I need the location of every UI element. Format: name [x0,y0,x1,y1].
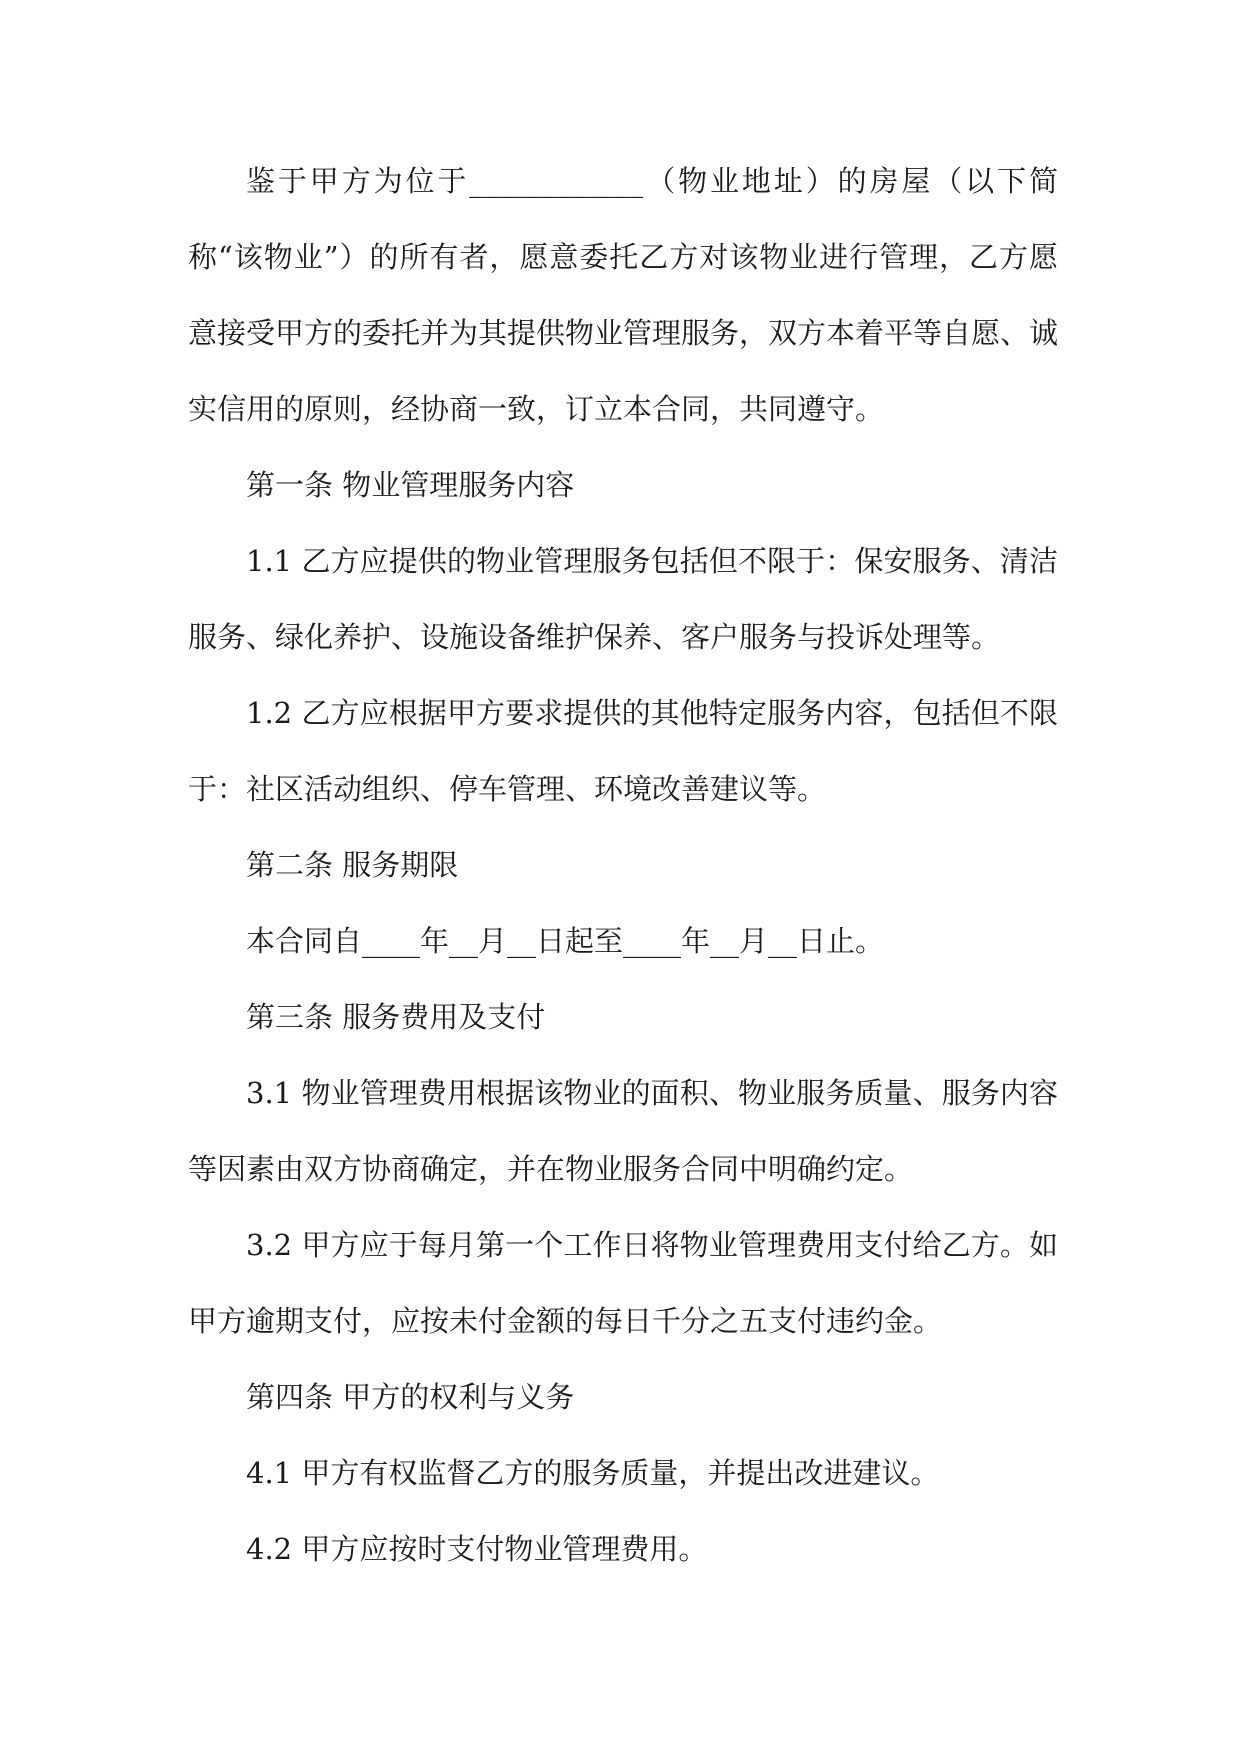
clause-1-2: 1.2 乙方应根据甲方要求提供的其他特定服务内容，包括但不限于：社区活动组织、停车管理、环境改善建议等。 [188,696,1058,806]
clause-4-2: 4.2 甲方应按时支付物业管理费用。 [246,1532,708,1566]
clause-4-1: 4.1 甲方有权监督乙方的服务质量，并提出改进建议。 [246,1456,940,1490]
article-1-heading: 第一条 物业管理服务内容 [246,468,575,502]
contract-body [188,145,1058,1587]
clause-3-1: 3.1 物业管理费用根据该物业的面积、物业服务质量、服务内容等因素由双方协商确定，并在物业服务合同中明确约定。 [188,1076,1058,1186]
article-3-heading: 第三条 服务费用及支付 [246,1000,546,1034]
clause-3-2: 3.2 甲方应于每月第一个工作日将物业管理费用支付给乙方。如甲方逾期支付，应按未付金额的每日千分之五支付违约金。 [188,1228,1058,1338]
service-term: 本合同自____年__月__日起至____年__月__日止。 [246,924,885,958]
clause-1-1: 1.1 乙方应提供的物业管理服务包括但不限于：保安服务、清洁服务、绿化养护、设施设备维护保养、客户服务与投诉处理等。 [188,544,1058,654]
article-4-heading: 第四条 甲方的权利与义务 [246,1380,575,1414]
intro-paragraph: 鉴于甲方为位于____________（物业地址）的房屋（以下简称“该物业”）的所有者，愿意委托乙方对该物业进行管理，乙方愿意接受甲方的委托并为其提供物业管理服务，双方本着平等自愿、诚实信用的原则，经协商一致，订立本合同，共同遵守。 [188,164,1059,426]
article-2-heading: 第二条 服务期限 [246,848,459,882]
